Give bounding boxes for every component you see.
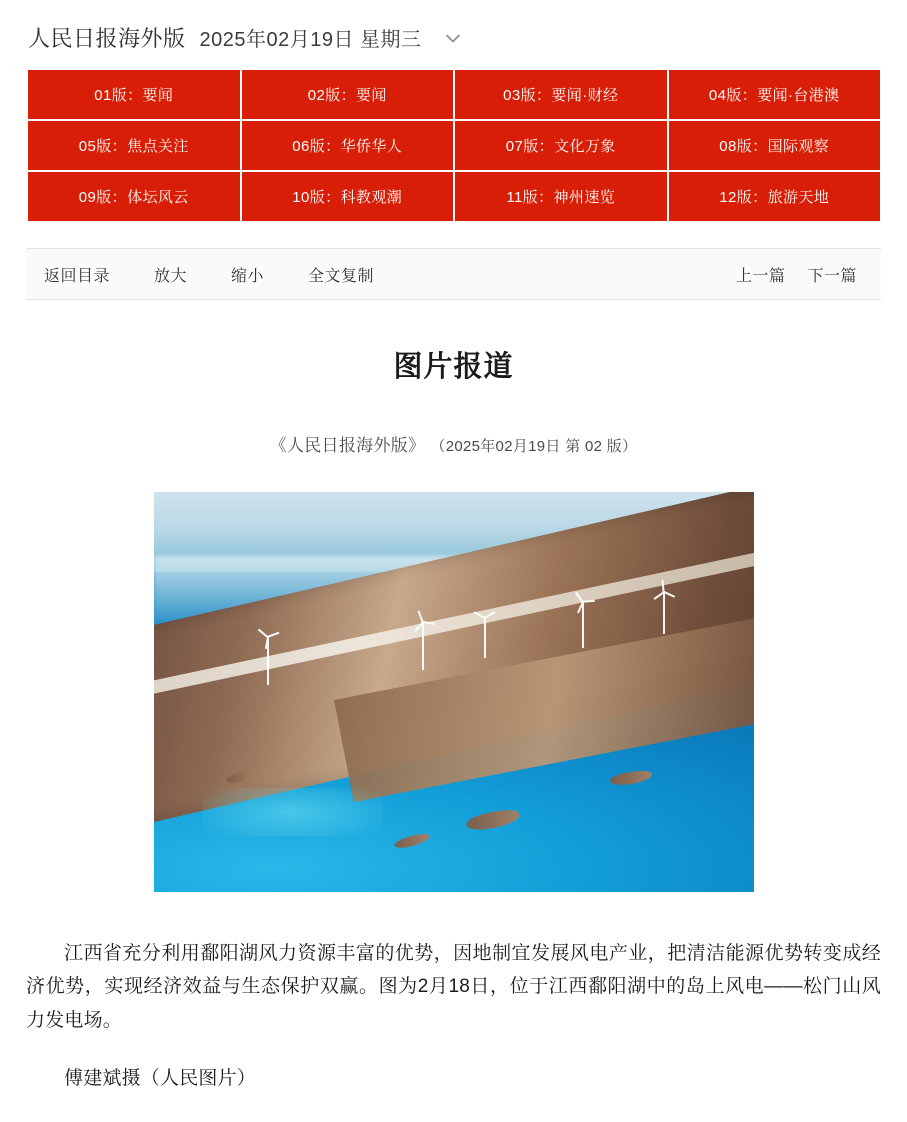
toolbar-left-group — [44, 263, 374, 286]
toolbar-right-group — [736, 263, 863, 286]
page-index — [0, 69, 907, 222]
page-title: 图片报道 — [393, 351, 514, 383]
copy-all-button[interactable]: 全文复制 — [308, 267, 375, 285]
wind-turbine-icon — [422, 622, 424, 670]
back-to-index-button[interactable]: 返回目录 — [44, 267, 111, 285]
page-index-item-12[interactable]: 12版：旅游天地 — [668, 171, 882, 222]
zoom-out-button[interactable]: 缩小 — [231, 267, 265, 285]
source-paper-name: 《人民日报海外版》 — [269, 436, 426, 455]
page-index-item-11[interactable]: 11版：神州速览 — [454, 171, 668, 222]
page-index-item-01[interactable]: 01版：要闻 — [27, 69, 241, 120]
page-index-item-02[interactable]: 02版：要闻 — [241, 69, 455, 120]
wind-turbine-icon — [663, 592, 665, 634]
prev-article-button[interactable]: 上一篇 — [735, 267, 786, 285]
article-toolbar — [26, 248, 881, 300]
article-photo — [154, 492, 754, 892]
article-body — [0, 344, 907, 1090]
page-index-item-05[interactable]: 05版：焦点关注 — [27, 120, 241, 171]
zoom-in-button[interactable]: 放大 — [154, 267, 188, 285]
masthead — [0, 0, 907, 69]
chevron-down-icon[interactable] — [442, 27, 464, 49]
photo-shallow-water-patch — [202, 788, 382, 836]
page-index-item-06[interactable]: 06版：华侨华人 — [241, 120, 455, 171]
page-index-item-09[interactable]: 09版：体坛风云 — [27, 171, 241, 222]
wind-turbine-icon — [267, 637, 269, 685]
article-source-line — [26, 431, 881, 456]
page-index-item-10[interactable]: 10版：科教观潮 — [241, 171, 455, 222]
page-index-item-08[interactable]: 08版：国际观察 — [668, 120, 882, 171]
wind-turbine-icon — [582, 602, 584, 648]
page-index-item-03[interactable]: 03版：要闻·财经 — [454, 69, 668, 120]
page-index-item-04[interactable]: 04版：要闻·台港澳 — [668, 69, 882, 120]
article-byline: 傅建斌摄（人民图片） — [64, 1067, 257, 1089]
article-figure — [26, 492, 881, 897]
issue-date: 2025年02月19日 星期三 — [199, 29, 422, 51]
source-issue-meta: （2025年02月19日 第 02 版） — [430, 438, 638, 455]
article-caption: 江西省充分利用鄱阳湖风力资源丰富的优势，因地制宜发展风电产业，把清洁能源优势转变成经济优势，实现经济效益与生态保护双赢。图为2月18日，位于江西鄱阳湖中的岛上风电——松门山风力发电场。 — [26, 943, 881, 1031]
paper-title: 人民日报海外版 — [28, 26, 186, 51]
next-article-button[interactable]: 下一篇 — [807, 267, 857, 285]
wind-turbine-icon — [484, 618, 486, 658]
page-index-item-07[interactable]: 07版：文化万象 — [454, 120, 668, 171]
